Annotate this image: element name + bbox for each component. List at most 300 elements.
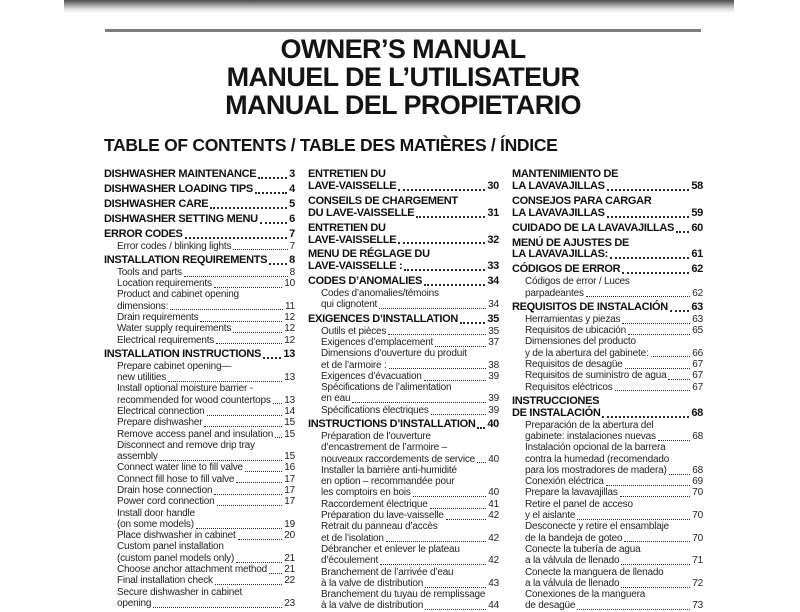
toc-entry-line <box>525 359 703 370</box>
toc-entry-text: de desagüe <box>525 600 576 612</box>
toc-entry <box>512 325 703 336</box>
toc-entry-line <box>321 442 499 453</box>
toc-entry-line <box>321 533 499 544</box>
toc-entry-text: (custom panel models only) <box>117 552 235 564</box>
toc-entry-line <box>117 575 295 586</box>
toc-entry-text: qui clignotent <box>321 299 378 311</box>
toc-column-french <box>308 166 499 612</box>
toc-entry-line <box>321 589 499 600</box>
toc-dot-leader <box>577 519 690 520</box>
toc-entry-text: nouveaux raccordements de service <box>321 453 476 465</box>
toc-entry-text: Conecte la tubería de agua <box>525 543 641 555</box>
toc-entry-text: MENÚ DE AJUSTES DE <box>512 236 630 249</box>
toc-page-number: 33 <box>487 260 499 273</box>
toc-page-number: 35 <box>487 312 499 325</box>
toc-entry-text: Install door handle <box>117 507 195 519</box>
toc-entry-text: INSTALLATION INSTRUCTIONS <box>104 347 262 360</box>
toc-entry-text: Requisitos de desagüe <box>525 358 623 370</box>
toc-entry-line <box>321 288 499 299</box>
toc-entry-text: DISHWASHER CARE <box>104 197 209 210</box>
toc-entry-line <box>117 417 295 428</box>
toc-page-number: 72 <box>692 577 703 589</box>
toc-entry-line <box>525 314 703 325</box>
toc-entry-text: d’écoulement <box>321 555 379 567</box>
toc-dot-leader <box>670 310 689 312</box>
toc-dot-leader <box>255 192 287 194</box>
toc-entry <box>308 405 499 416</box>
toc-entry-line <box>117 519 295 530</box>
toc-column-english <box>104 166 295 612</box>
toc-entry-line <box>321 544 499 555</box>
toc-entry <box>308 589 499 612</box>
toc-dot-leader <box>669 474 691 475</box>
toc-entry-line <box>117 462 295 473</box>
toc-entry-line <box>525 454 703 465</box>
toc-entry-text: en eau <box>321 393 351 405</box>
toc-entry <box>512 544 703 567</box>
toc-entry-text: à la valve de distribution <box>321 577 424 589</box>
toc-dot-leader <box>153 607 282 608</box>
toc-entry-text: Installer la barrière anti-humidité <box>321 464 457 476</box>
toc-entry-line <box>104 229 295 241</box>
toc-entry-line <box>525 567 703 578</box>
toc-entry <box>512 382 703 393</box>
toc-dot-leader <box>446 519 487 520</box>
toc-dot-leader <box>170 309 283 310</box>
toc-entry <box>104 184 295 196</box>
toc-entry-line <box>117 406 295 417</box>
toc-page-number: 42 <box>488 532 499 544</box>
toc-entry <box>512 487 703 498</box>
toc-entry-line <box>117 301 295 312</box>
toc-page-number: 58 <box>691 179 703 192</box>
toc-entry-line <box>117 530 295 541</box>
toc-entry-line <box>308 314 499 326</box>
toc-dot-leader <box>602 416 689 418</box>
toc-entry-line <box>321 600 499 611</box>
toc-page-number: 59 <box>691 206 703 219</box>
toc-dot-leader <box>622 272 689 274</box>
toc-entry <box>308 521 499 544</box>
toc-entry-text: LAVE-VAISSELLE : <box>308 260 403 273</box>
toc-entry-text: dimensions: <box>117 300 169 312</box>
header-rule <box>105 29 701 32</box>
toc-entry-text: y de la abertura del gabinete: <box>525 347 649 359</box>
toc-page-number: 68 <box>692 464 703 476</box>
toc-dot-leader <box>460 322 485 324</box>
toc-entry-text: Secure dishwasher in cabinet <box>117 586 243 598</box>
toc-entry <box>512 169 703 193</box>
toc-entry-line <box>512 396 703 408</box>
toc-dot-leader <box>260 222 287 224</box>
toc-entry <box>512 442 703 476</box>
toc-entry-text: à la valve de distribution <box>321 600 424 612</box>
toc-columns <box>104 166 704 612</box>
toc-entry-line <box>117 323 295 334</box>
toc-dot-leader <box>204 426 282 427</box>
toc-entry-line <box>525 288 703 299</box>
toc-entry-text: new utilities <box>117 372 167 384</box>
page-top-shadow <box>64 0 734 13</box>
toc-entry-text: Place dishwasher in cabinet <box>117 530 236 542</box>
toc-entry <box>308 169 499 193</box>
toc-entry-text: Instalación opcional de la barrera <box>525 442 666 454</box>
toc-entry-line <box>117 440 295 451</box>
toc-entry-line <box>117 485 295 496</box>
toc-entry-line <box>321 326 499 337</box>
toc-page-number: 62 <box>691 263 703 276</box>
toc-dot-leader <box>425 609 486 610</box>
toc-entry <box>512 302 703 314</box>
toc-entry-line <box>321 499 499 510</box>
toc-entry-text: Disconnect and remove drip tray <box>117 439 255 451</box>
toc-entry-text: LAVE-VAISSELLE <box>308 233 397 246</box>
toc-entry-text: Location requirements <box>117 278 212 290</box>
toc-dot-leader <box>398 242 485 244</box>
toc-entry-line <box>104 184 295 196</box>
toc-dot-leader <box>233 332 282 333</box>
toc-entry <box>512 589 703 612</box>
toc-entry-line <box>321 405 499 416</box>
toc-entry-text: Install optional moisture barrier - <box>117 383 253 395</box>
toc-entry-line <box>525 442 703 453</box>
toc-entry-line <box>321 578 499 589</box>
toc-entry <box>104 474 295 485</box>
toc-entry <box>512 499 703 522</box>
toc-entry <box>104 229 295 241</box>
toc-entry <box>308 326 499 337</box>
toc-entry-text: CUIDADO DE LA LAVAVAJILLAS <box>512 221 675 234</box>
toc-page-number: 7 <box>289 240 295 252</box>
toc-entry-line <box>525 499 703 510</box>
toc-entry-text: Retire el panel de acceso <box>525 498 633 510</box>
toc-page-number: 40 <box>488 487 499 499</box>
toc-dot-leader <box>430 508 487 509</box>
toc-dot-leader <box>273 403 283 404</box>
toc-page-number: 39 <box>488 370 499 382</box>
toc-page-number: 66 <box>692 347 703 359</box>
toc-entry-line <box>117 553 295 564</box>
toc-entry-text: Prepare dishwasher <box>117 417 203 429</box>
toc-entry <box>104 255 295 267</box>
toc-entry-line <box>512 208 703 220</box>
toc-page-number: 34 <box>488 299 499 311</box>
toc-entry-line <box>321 360 499 371</box>
toc-dot-leader <box>379 308 486 309</box>
toc-page-number: 67 <box>692 381 703 393</box>
toc-entry-line <box>321 431 499 442</box>
toc-dot-leader <box>676 231 689 233</box>
toc-entry-text: ENTRETIEN DU <box>308 168 386 180</box>
toc-entry-text: Connect water line to fill valve <box>117 462 243 474</box>
toc-entry-line <box>321 454 499 465</box>
toc-entry-text: gabinete: instalaciones nuevas <box>525 430 656 442</box>
toc-entry <box>512 420 703 443</box>
toc-entry-text: MENU DE RÉGLAGE DU <box>308 248 430 261</box>
toc-entry-text: Error codes / blinking lights <box>117 240 232 252</box>
toc-dot-leader <box>628 334 690 335</box>
toc-page-number: 3 <box>289 168 295 180</box>
toc-entry-text: Prepare la lavavajillas <box>525 487 618 499</box>
toc-entry-text: Códigos de error / Luces <box>525 276 630 288</box>
toc-dot-leader <box>238 539 283 540</box>
toc-entry-line <box>104 214 295 226</box>
toc-entry-line <box>104 255 295 267</box>
toc-page-number: 71 <box>692 555 703 567</box>
toc-dot-leader <box>196 528 282 529</box>
toc-entry-text: REQUISITOS DE INSTALACIÓN <box>512 300 668 313</box>
toc-entry-text: Tools and parts <box>117 266 182 278</box>
toc-entry-line <box>525 600 703 611</box>
toc-dot-leader <box>214 494 282 495</box>
toc-entry-line <box>525 370 703 381</box>
toc-page-number: 8 <box>289 253 295 266</box>
toc-entry-text: Préparation de l’ouverture <box>321 430 431 442</box>
toc-dot-leader <box>416 216 485 218</box>
toc-entry-text: a la válvula de llenado <box>525 555 620 567</box>
toc-entry-line <box>321 567 499 578</box>
toc-entry <box>104 323 295 334</box>
toc-entry <box>512 521 703 544</box>
page-title <box>105 35 701 119</box>
toc-entry <box>104 496 295 507</box>
toc-dot-leader <box>431 414 487 415</box>
toc-entry <box>104 267 295 278</box>
toc-entry-text: INSTRUCCIONES <box>512 394 600 407</box>
toc-entry <box>308 196 499 220</box>
toc-dot-leader <box>398 189 485 191</box>
toc-dot-leader <box>275 437 282 438</box>
toc-entry-text: Spécifications de l’alimentation <box>321 382 452 394</box>
toc-entry-text: recommended for wood countertops <box>117 394 271 406</box>
toc-entry <box>308 382 499 405</box>
toc-entry <box>308 431 499 465</box>
toc-dot-leader <box>269 263 287 265</box>
toc-entry-text: Retrait du panneau d’accès <box>321 521 438 533</box>
toc-entry-text: Conecte la manguera de llenado <box>525 566 664 578</box>
toc-entry-line <box>117 372 295 383</box>
toc-entry <box>512 196 703 220</box>
toc-entry <box>104 429 295 440</box>
toc-entry <box>104 575 295 586</box>
toc-entry-text: Drain hose connection <box>117 484 213 496</box>
toc-entry-line <box>512 249 703 261</box>
toc-entry-line <box>525 276 703 287</box>
toc-entry-line <box>525 555 703 566</box>
toc-entry <box>512 370 703 381</box>
toc-page-number: 20 <box>284 530 295 542</box>
toc-entry-line <box>321 476 499 487</box>
toc-entry-line <box>525 465 703 476</box>
toc-entry-text: y el aislante <box>525 510 576 522</box>
toc-entry <box>104 530 295 541</box>
toc-entry <box>308 314 499 326</box>
toc-entry-text: (on some models) <box>117 518 194 530</box>
toc-entry-text: Electrical requirements <box>117 334 215 346</box>
toc-entry-text: contra la humedad (recomendado <box>525 453 670 465</box>
toc-page-number: 67 <box>692 370 703 382</box>
toc-page-number: 38 <box>488 359 499 371</box>
toc-entry-text: DU LAVE-VAISSELLE <box>308 206 415 219</box>
toc-page-number: 12 <box>284 323 295 335</box>
toc-dot-leader <box>607 189 690 191</box>
toc-page-number: 68 <box>691 406 703 419</box>
toc-page-number: 67 <box>692 358 703 370</box>
toc-dot-leader <box>233 249 287 250</box>
toc-dot-leader <box>210 207 287 209</box>
toc-entry <box>512 223 703 235</box>
toc-entry <box>104 335 295 346</box>
toc-entry-text: Power cord connection <box>117 496 215 508</box>
toc-entry-line <box>525 589 703 600</box>
toc-entry <box>512 264 703 276</box>
toc-entry-line <box>117 541 295 552</box>
toc-page-number: 15 <box>284 451 295 463</box>
toc-entry-line <box>117 241 295 252</box>
toc-page-number: 65 <box>692 325 703 337</box>
toc-dot-leader <box>477 427 485 429</box>
toc-entry-line <box>525 336 703 347</box>
toc-dot-leader <box>586 296 691 297</box>
toc-entry-text: de la bandeja de goteo <box>525 532 623 544</box>
toc-entry <box>104 361 295 384</box>
toc-dot-leader <box>168 381 282 382</box>
toc-entry-line <box>117 508 295 519</box>
toc-page-number: 62 <box>692 287 703 299</box>
toc-dot-leader <box>352 402 486 403</box>
toc-entry-text: ENTRETIEN DU <box>308 221 386 234</box>
toc-entry <box>104 462 295 473</box>
toc-entry-text: CONSEJOS PARA CARGAR <box>512 194 652 207</box>
toc-entry <box>512 314 703 325</box>
toc-entry-text: INSTRUCTIONS D’INSTALLATION <box>308 418 476 431</box>
toc-dot-leader <box>621 587 690 588</box>
toc-entry <box>512 396 703 420</box>
toc-entry <box>308 249 499 273</box>
toc-entry-text: Requisitos eléctricos <box>525 381 613 393</box>
toc-entry-line <box>321 521 499 532</box>
toc-entry-text: CONSEILS DE CHARGEMENT <box>308 194 458 207</box>
toc-entry-line <box>321 510 499 521</box>
toc-entry-text: LA LAVAVAJILLAS: <box>512 248 609 261</box>
toc-entry-line <box>321 371 499 382</box>
toc-page-number: 63 <box>691 300 703 313</box>
toc-dot-leader <box>207 415 283 416</box>
toc-dot-leader <box>263 357 281 359</box>
toc-entry-text: Dimensiones del producto <box>525 336 636 348</box>
toc-page-number: 39 <box>488 404 499 416</box>
toc-entry-line <box>117 383 295 394</box>
toc-page-number: 22 <box>284 575 295 587</box>
toc-entry-line <box>512 196 703 208</box>
toc-entry-text: LA LAVAVAJILLAS <box>512 206 605 219</box>
toc-entry-text: para los mostradores de madera) <box>525 464 667 476</box>
toc-entry <box>512 238 703 262</box>
toc-entry <box>308 419 499 431</box>
toc-entry <box>104 289 295 312</box>
toc-page-number: 70 <box>692 487 703 499</box>
toc-entry-text: DISHWASHER LOADING TIPS <box>104 182 253 195</box>
toc-dot-leader <box>184 276 288 277</box>
toc-page-number: 15 <box>284 428 295 440</box>
toc-dot-leader <box>425 587 486 588</box>
toc-page-number: 40 <box>487 418 499 431</box>
toc-entry-text: d’encastrement de l’armoire – <box>321 442 447 454</box>
toc-dot-leader <box>217 505 283 506</box>
toc-page-number: 37 <box>488 336 499 348</box>
toc-entry <box>308 288 499 311</box>
toc-page-number: 34 <box>487 275 499 288</box>
page-title-line-spanish: MANUAL DEL PROPIETARIO <box>225 90 581 120</box>
toc-entry <box>308 371 499 382</box>
toc-dot-leader <box>624 541 690 542</box>
toc-entry-line <box>321 299 499 310</box>
toc-page-number: 68 <box>692 430 703 442</box>
toc-entry <box>308 465 499 499</box>
toc-page-number: 14 <box>284 405 295 417</box>
toc-page-number: 13 <box>284 372 295 384</box>
toc-entry-line <box>308 276 499 288</box>
toc-entry-line <box>512 181 703 193</box>
toc-entry-text: et de l’armoire : <box>321 359 387 371</box>
toc-entry-line <box>525 510 703 521</box>
toc-dot-leader <box>245 471 282 472</box>
toc-entry-text: INSTALLATION REQUIREMENTS <box>104 253 268 266</box>
toc-entry-text: Conexiones de la manguera <box>525 589 646 601</box>
toc-page-number: 31 <box>487 206 499 219</box>
toc-entry <box>308 223 499 247</box>
toc-entry-line <box>512 264 703 276</box>
toc-entry-line <box>308 419 499 431</box>
toc-entry-text: Herramientas y piezas <box>525 313 621 325</box>
toc-dot-leader <box>413 496 487 497</box>
toc-page-number: 5 <box>289 197 295 210</box>
toc-page-number: 17 <box>284 473 295 485</box>
toc-entry <box>104 169 295 181</box>
toc-entry-line <box>308 261 499 273</box>
toc-page-number: 40 <box>488 453 499 465</box>
toc-entry-line <box>525 431 703 442</box>
toc-entry <box>512 336 703 359</box>
toc-dot-leader <box>668 379 690 380</box>
toc-entry-line <box>117 564 295 575</box>
toc-entry <box>104 241 295 252</box>
toc-page-number: 39 <box>488 393 499 405</box>
toc-page-number: 13 <box>283 347 295 360</box>
toc-entry <box>104 440 295 463</box>
toc-page-number: 12 <box>284 334 295 346</box>
toc-entry-line <box>321 337 499 348</box>
toc-entry <box>512 476 703 487</box>
toc-dot-leader <box>236 482 282 483</box>
toc-entry <box>512 359 703 370</box>
toc-page-number: 32 <box>487 233 499 246</box>
toc-entry <box>308 276 499 288</box>
toc-entry-text: Requisitos de ubicación <box>525 325 627 337</box>
toc-entry-line <box>117 361 295 372</box>
toc-entry-text: Electrical connection <box>117 405 205 417</box>
toc-entry-text: Choose anchor attachment method <box>117 564 268 576</box>
toc-entry-text: Préparation du lave-vaisselle <box>321 510 444 522</box>
toc-dot-leader <box>258 177 287 179</box>
toc-dot-leader <box>380 564 486 565</box>
toc-entry <box>104 508 295 531</box>
toc-page-number: 12 <box>284 311 295 323</box>
toc-page-number: 42 <box>488 555 499 567</box>
toc-entry-text: Exigences d’emplacement <box>321 336 434 348</box>
toc-entry-text: Custom panel installation <box>117 541 224 553</box>
toc-page-number: 30 <box>487 179 499 192</box>
